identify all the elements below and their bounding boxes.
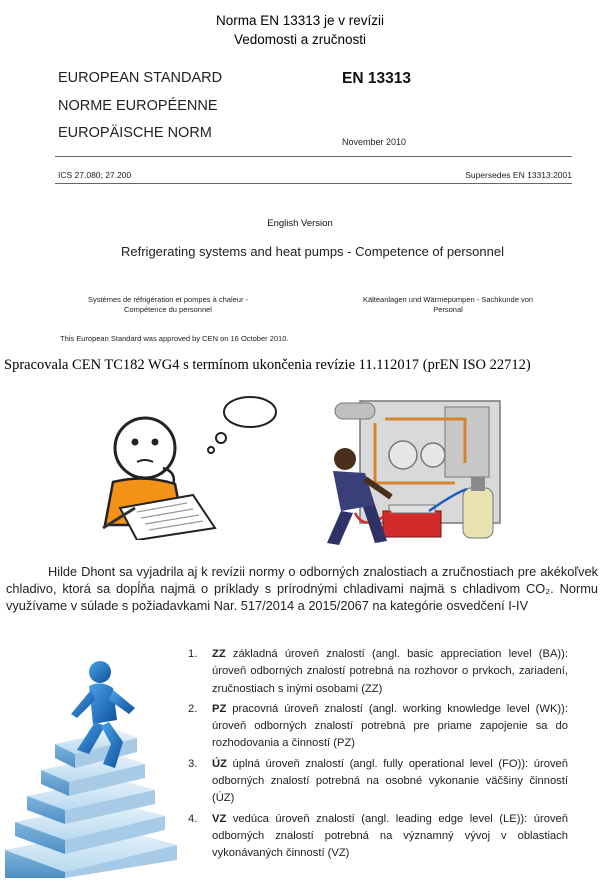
title-fr: Systèmes de réfrigération et pompes à chaleur - Compétence du personnel: [87, 295, 249, 314]
prepared-by: Spracovala CEN TC182 WG4 s termínom ukončenia revízie 11.112017 (prEN ISO 22712): [4, 357, 531, 373]
level-abbreviation: ÚZ: [212, 757, 227, 770]
level-description: základná úroveň znalostí (angl. basic appreciation level (BA)): úroveň odborných znalostí potrebná na rozhovor o prvkoch, zariadení, zručnostiach s inými osobami (ZZ): [212, 648, 568, 695]
level-abbreviation: VZ: [212, 812, 227, 825]
header-subtitle: Vedomosti a zručnosti: [233, 32, 367, 47]
document-title: Refrigerating systems and heat pumps - Competence of personnel: [121, 244, 504, 259]
intro-paragraph: [6, 563, 598, 614]
level-abbreviation: ZZ: [212, 648, 226, 660]
list-item: [188, 646, 568, 698]
divider: [55, 156, 572, 157]
intro-paragraph-text: Hilde Dhont sa vyjadrila aj k revízii normy o odborných znalostiach a zručnostiach pre akékoľvek chladivo, ktorá sa dopĺňa najmä o príklady s prírodnými chladivami najmä s chladivom CO₂. Normu využívame v súlade s požiadavkami Nar. 517/2014 a 2015/2067 na kategórie osvedčení I-IV: [6, 564, 598, 613]
standard-name-fr: NORME EUROPÉENNE: [58, 98, 218, 114]
list-number: 2.: [188, 702, 198, 715]
divider: [55, 183, 572, 184]
title-de: Kälteanlagen und Wärmepumpen - Sachkunde von Personal: [362, 295, 534, 314]
header-title: Norma EN 13313 je v revízii: [215, 13, 385, 28]
standard-code: EN 13313: [342, 70, 411, 87]
list-item: [188, 811, 568, 863]
list-item: [188, 701, 568, 753]
standard-name-en: EUROPEAN STANDARD: [58, 70, 223, 86]
list-number: 4.: [188, 812, 198, 825]
list-number: 1.: [188, 648, 198, 660]
list-item: [188, 756, 568, 808]
knowledge-levels-list: [188, 646, 568, 866]
level-abbreviation: PZ: [212, 702, 227, 715]
level-description: úplná úroveň znalostí (angl. fully operational level (FO)): úroveň odborných znalostí potrebná na osobné vykonanie väčšiny činností (ÚZ): [212, 757, 568, 805]
technician-illustration: [305, 393, 505, 553]
level-description: pracovná úroveň znalostí (angl. working knowledge level (WK)): úroveň odborných znalostí potrebná pre priame zapojenie sa do rozhodovania a činností (PZ): [212, 702, 568, 750]
version-label: English Version: [267, 218, 333, 229]
ics-code: ICS 27.080; 27.200: [58, 170, 132, 180]
approval-note: This European Standard was approved by CEN on 16 October 2010.: [60, 334, 289, 343]
level-description: vedúca úroveň znalostí (angl. leading edge level (LE)): úroveň odborných znalostí potrebná na významný vývoj v oblastiach vykonávaných činností (VZ): [212, 812, 568, 860]
thinking-student-illustration: [75, 390, 285, 540]
standard-date: November 2010: [342, 137, 407, 147]
standard-name-de: EUROPÄISCHE NORM: [58, 125, 212, 141]
supersedes: Supersedes EN 13313:2001: [465, 170, 572, 180]
list-number: 3.: [188, 757, 198, 770]
stairs-climber-illustration: [5, 650, 177, 878]
